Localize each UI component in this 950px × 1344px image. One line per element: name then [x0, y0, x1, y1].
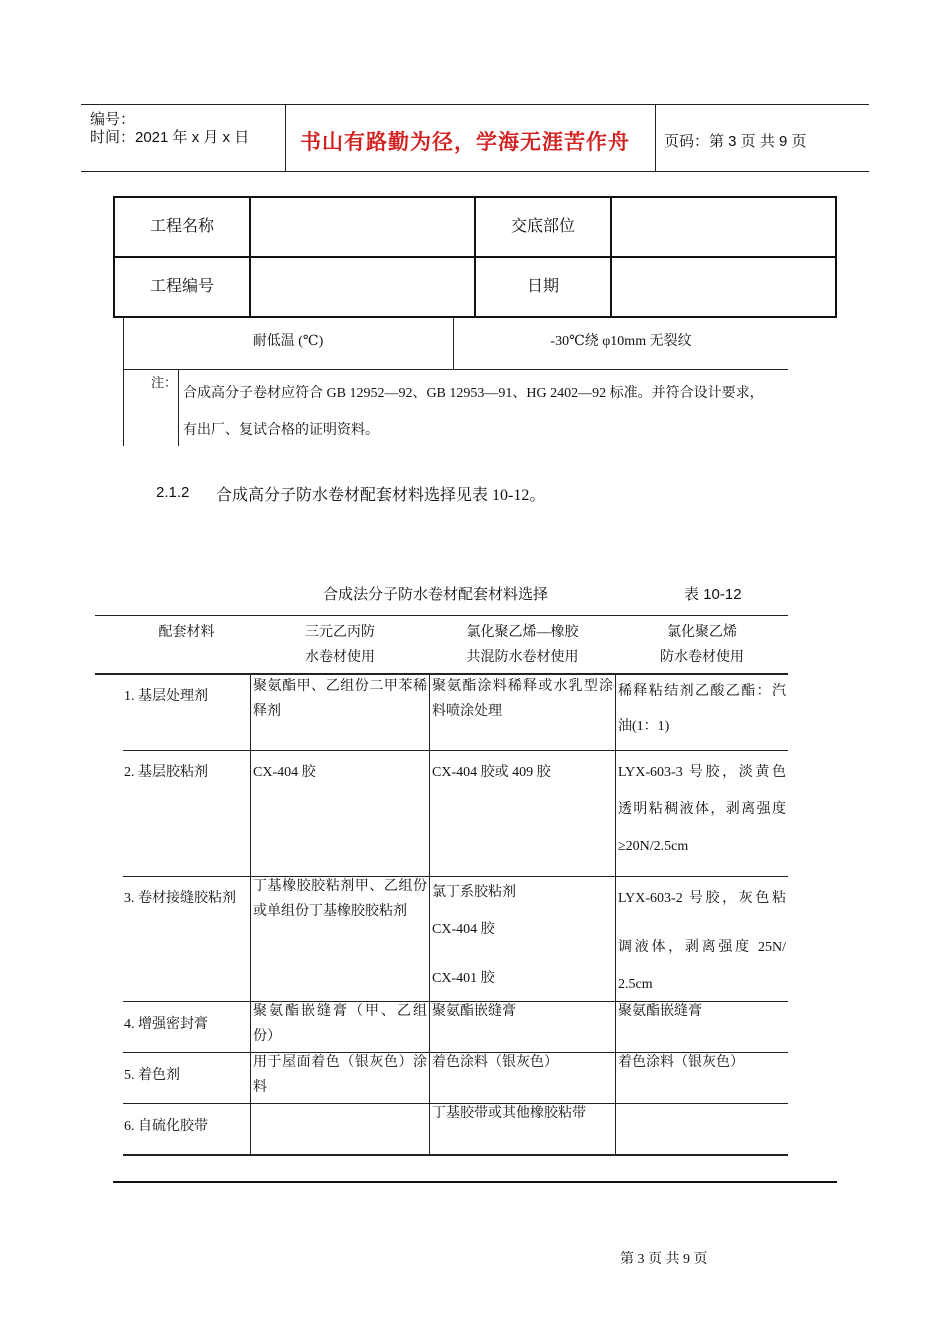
- spec-label: 耐低温 (℃): [252, 334, 324, 349]
- note-line-1: 合成高分子卷材应符合 GB 12952—92、GB 12953—91、HG 2402—92 标准。并符合设计要求，: [183, 386, 764, 401]
- cell-line: 聚氨酯嵌缝膏: [432, 1004, 516, 1019]
- row-cell: [253, 1050, 427, 1100]
- note-line-2: 有出厂、复试合格的证明资料。: [183, 423, 379, 438]
- row-cell: [253, 999, 427, 1049]
- cell-line: 着色涂料（银灰色）: [618, 1055, 744, 1070]
- row-cell: [432, 760, 613, 785]
- row-cell: [618, 754, 786, 865]
- header-line: 共混防水卷材使用: [466, 650, 579, 665]
- row-cell: [618, 999, 786, 1024]
- row-cell: [432, 674, 613, 724]
- row-name: 4. 增强密封膏: [124, 1017, 208, 1032]
- row-cell: [618, 674, 786, 744]
- row-cell: [432, 1050, 613, 1075]
- cell-line: ≥20N/2.5cm: [618, 839, 689, 854]
- header-line: 氯化聚乙烯—橡胶: [466, 625, 579, 640]
- cell-line: 释剂: [253, 704, 281, 719]
- cell-line: 着色涂料（银灰色）: [432, 1055, 558, 1070]
- cell-line: CX-401 胶: [432, 971, 495, 986]
- footer-page-number: 第 3 页 共 9 页: [620, 1252, 708, 1267]
- header-divider-left: [285, 104, 286, 171]
- footer-rule: [113, 1181, 837, 1183]
- date-label: 日期: [526, 278, 559, 295]
- cell-line: 油(1：1): [618, 719, 670, 734]
- row-cell: [618, 886, 786, 997]
- row-cell: [618, 1050, 786, 1075]
- serial-label: 编号：: [90, 111, 136, 128]
- row-cell: [432, 874, 613, 997]
- handover-part-label: 交底部位: [510, 218, 575, 235]
- spec-value: -30℃绕 φ10mm 无裂纹: [550, 334, 692, 349]
- row-cell: [432, 1101, 613, 1126]
- cell-line: 料: [253, 1080, 267, 1095]
- section-number: 2.1.2: [156, 484, 190, 501]
- cell-line: 用于屋面着色（银灰色）涂: [253, 1055, 427, 1070]
- cell-line: CX-404 胶: [432, 922, 495, 937]
- cell-line: 氯丁系胶粘剂: [432, 885, 516, 900]
- cell-line: 丁基橡胶胶粘剂甲、乙组份: [253, 879, 427, 894]
- row-name: 3. 卷材接缝胶粘剂: [124, 891, 236, 906]
- project-no-label: 工程编号: [149, 278, 214, 295]
- section-text: 合成高分子防水卷材配套材料选择见表 10-12。: [216, 487, 546, 504]
- header-bottom-rule: [81, 171, 869, 172]
- page-info: 页码：第 3 页 共 9 页: [664, 133, 807, 150]
- project-name-label: 工程名称: [149, 218, 214, 235]
- header-line: 三元乙丙防: [305, 625, 375, 640]
- cell-line: LYX-603-2 号胶，灰色粘: [618, 891, 786, 906]
- header-line: 水卷材使用: [305, 650, 375, 665]
- table-header-cell: [251, 620, 429, 670]
- table-title: 合成法分子防水卷材配套材料选择: [323, 586, 549, 603]
- row-cell: [253, 674, 427, 724]
- row-name: 5. 着色剂: [124, 1068, 180, 1083]
- cell-line: 稀释粘结剂乙酸乙酯：汽: [618, 684, 786, 699]
- header-top-rule: [81, 104, 869, 105]
- motto: 书山有路勤为径，学海无涯苦作舟: [300, 131, 630, 154]
- cell-line: 份）: [253, 1029, 281, 1044]
- note-label: 注：: [151, 375, 178, 390]
- row-name: 1. 基层处理剂: [124, 689, 208, 704]
- table-header-cell: [616, 620, 788, 670]
- cell-line: 透明粘稠液体，剥离强度: [618, 802, 786, 817]
- row-name: 2. 基层胶粘剂: [124, 765, 208, 780]
- cell-line: LYX-603-3 号胶，淡黄色: [618, 765, 786, 780]
- header-line: 防水卷材使用: [660, 650, 744, 665]
- header-line: 配套材料: [158, 625, 215, 640]
- cell-line: 聚氨酯嵌缝膏: [618, 1004, 702, 1019]
- time-label: 时间：2021 年 x 月 x 日: [90, 129, 250, 146]
- cell-line: 聚氨酯甲、乙组份二甲苯稀: [253, 679, 427, 694]
- cell-line: 或单组份丁基橡胶胶粘剂: [253, 904, 407, 919]
- header-divider-right: [655, 104, 656, 171]
- cell-line: 聚氨酯涂料稀释或水乳型涂: [432, 679, 613, 694]
- table-header-cell: [430, 620, 615, 670]
- table-number: 表 10-12: [684, 586, 742, 603]
- cell-line: CX-404 胶或 409 胶: [432, 765, 551, 780]
- row-cell: [432, 999, 613, 1024]
- header-line: 氯化聚乙烯: [667, 625, 737, 640]
- table-header-cell: [123, 620, 250, 645]
- row-name: 6. 自硫化胶带: [124, 1119, 208, 1134]
- cell-line: 聚氨酯嵌缝膏（甲、乙组: [253, 1004, 427, 1019]
- cell-line: 料喷涂处理: [432, 704, 502, 719]
- row-cell: [253, 874, 427, 924]
- cell-line: 丁基胶带或其他橡胶粘带: [432, 1106, 586, 1121]
- row-cell: [253, 760, 427, 785]
- cell-line: CX-404 胶: [253, 765, 316, 780]
- cell-line: 2.5cm: [618, 977, 653, 992]
- cell-line: 调液体，剥离强度 25N/: [618, 940, 786, 955]
